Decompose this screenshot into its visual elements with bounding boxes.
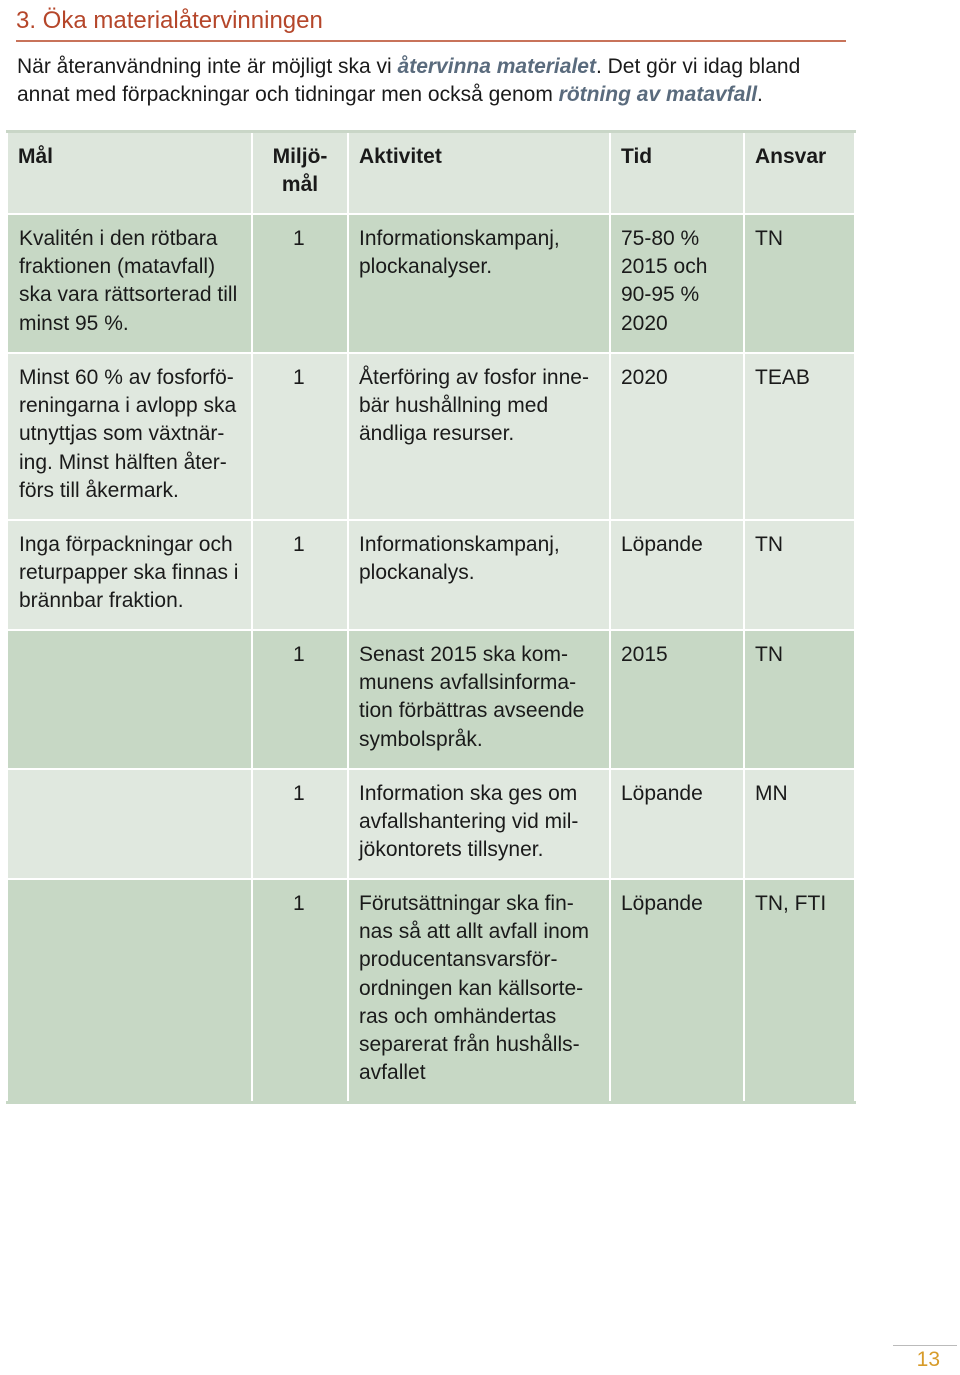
- cell-mal: Inga förpackningar och returpapper ska finnas i brännbar fraktion.: [7, 520, 252, 630]
- cell-miljomal: 1: [252, 520, 348, 630]
- cell-ansvar: MN: [744, 769, 855, 879]
- cell-mal: Minst 60 % av fosforfö- reningarna i avlopp ska utnyttjas som växtnär- ing. Minst hälften åter- förs till åkermark.: [7, 353, 252, 520]
- table-row: [7, 214, 855, 353]
- heading-underline: [16, 40, 846, 42]
- table-row: [7, 353, 855, 520]
- cell-aktivitet: Informationskampanj, plockanalyser.: [348, 214, 610, 353]
- table-header-row: [7, 132, 855, 215]
- cell-tid: 2020: [610, 353, 744, 520]
- cell-ansvar: TN: [744, 520, 855, 630]
- header-tid: Tid: [610, 132, 744, 215]
- table-row: [7, 769, 855, 879]
- header-aktivitet: Aktivitet: [348, 132, 610, 215]
- cell-ansvar: TN, FTI: [744, 879, 855, 1102]
- cell-mal: [7, 769, 252, 879]
- goals-table: [6, 130, 856, 1104]
- cell-ansvar: TN: [744, 214, 855, 353]
- cell-miljomal: 1: [252, 879, 348, 1102]
- cell-tid: Löpande: [610, 769, 744, 879]
- table-row: [7, 630, 855, 769]
- header-miljomal: Miljö- mål: [252, 132, 348, 215]
- cell-aktivitet: Återföring av fosfor inne- bär hushållning med ändliga resurser.: [348, 353, 610, 520]
- cell-mal: Kvalitén i den rötbara fraktionen (matavfall) ska vara rättsorterad till minst 95 %.: [7, 214, 252, 353]
- intro-paragraph: [17, 53, 852, 109]
- cell-tid: 2015: [610, 630, 744, 769]
- intro-text-1: När återanvändning inte är möjligt ska vi: [17, 55, 398, 78]
- cell-tid: 75-80 % 2015 och 90-95 % 2020: [610, 214, 744, 353]
- cell-aktivitet: Förutsättningar ska fin- nas så att allt avfall inom producentansvarsför- ordningen kan källsorte- ras och omhändertas separerat från hushålls- avfallet: [348, 879, 610, 1102]
- cell-miljomal: 1: [252, 769, 348, 879]
- cell-mal: [7, 630, 252, 769]
- cell-tid: Löpande: [610, 879, 744, 1102]
- cell-ansvar: TEAB: [744, 353, 855, 520]
- header-mal: Mål: [7, 132, 252, 215]
- intro-text-2: . Det gör vi idag bland annat med förpackningar och tidningar men också genom: [17, 55, 801, 106]
- footer-rule: [893, 1345, 957, 1346]
- cell-aktivitet: Informationskampanj, plockanalys.: [348, 520, 610, 630]
- intro-emphasis-digestion: rötning av matavfall: [558, 83, 758, 106]
- page-number: 13: [916, 1348, 940, 1371]
- cell-aktivitet: Information ska ges om avfallshantering vid mil- jökontorets tillsyner.: [348, 769, 610, 879]
- cell-miljomal: 1: [252, 630, 348, 769]
- table-row: [7, 520, 855, 630]
- cell-miljomal: 1: [252, 353, 348, 520]
- section-heading: 3. Öka materialåtervinningen: [16, 7, 323, 34]
- intro-text-3: .: [757, 83, 763, 106]
- header-ansvar: Ansvar: [744, 132, 855, 215]
- cell-tid: Löpande: [610, 520, 744, 630]
- table-row: [7, 879, 855, 1102]
- cell-aktivitet: Senast 2015 ska kom- munens avfallsinforma- tion förbättras avseende symbolspråk.: [348, 630, 610, 769]
- cell-mal: [7, 879, 252, 1102]
- intro-emphasis-recycle: återvinna materialet: [397, 55, 596, 78]
- cell-ansvar: TN: [744, 630, 855, 769]
- cell-miljomal: 1: [252, 214, 348, 353]
